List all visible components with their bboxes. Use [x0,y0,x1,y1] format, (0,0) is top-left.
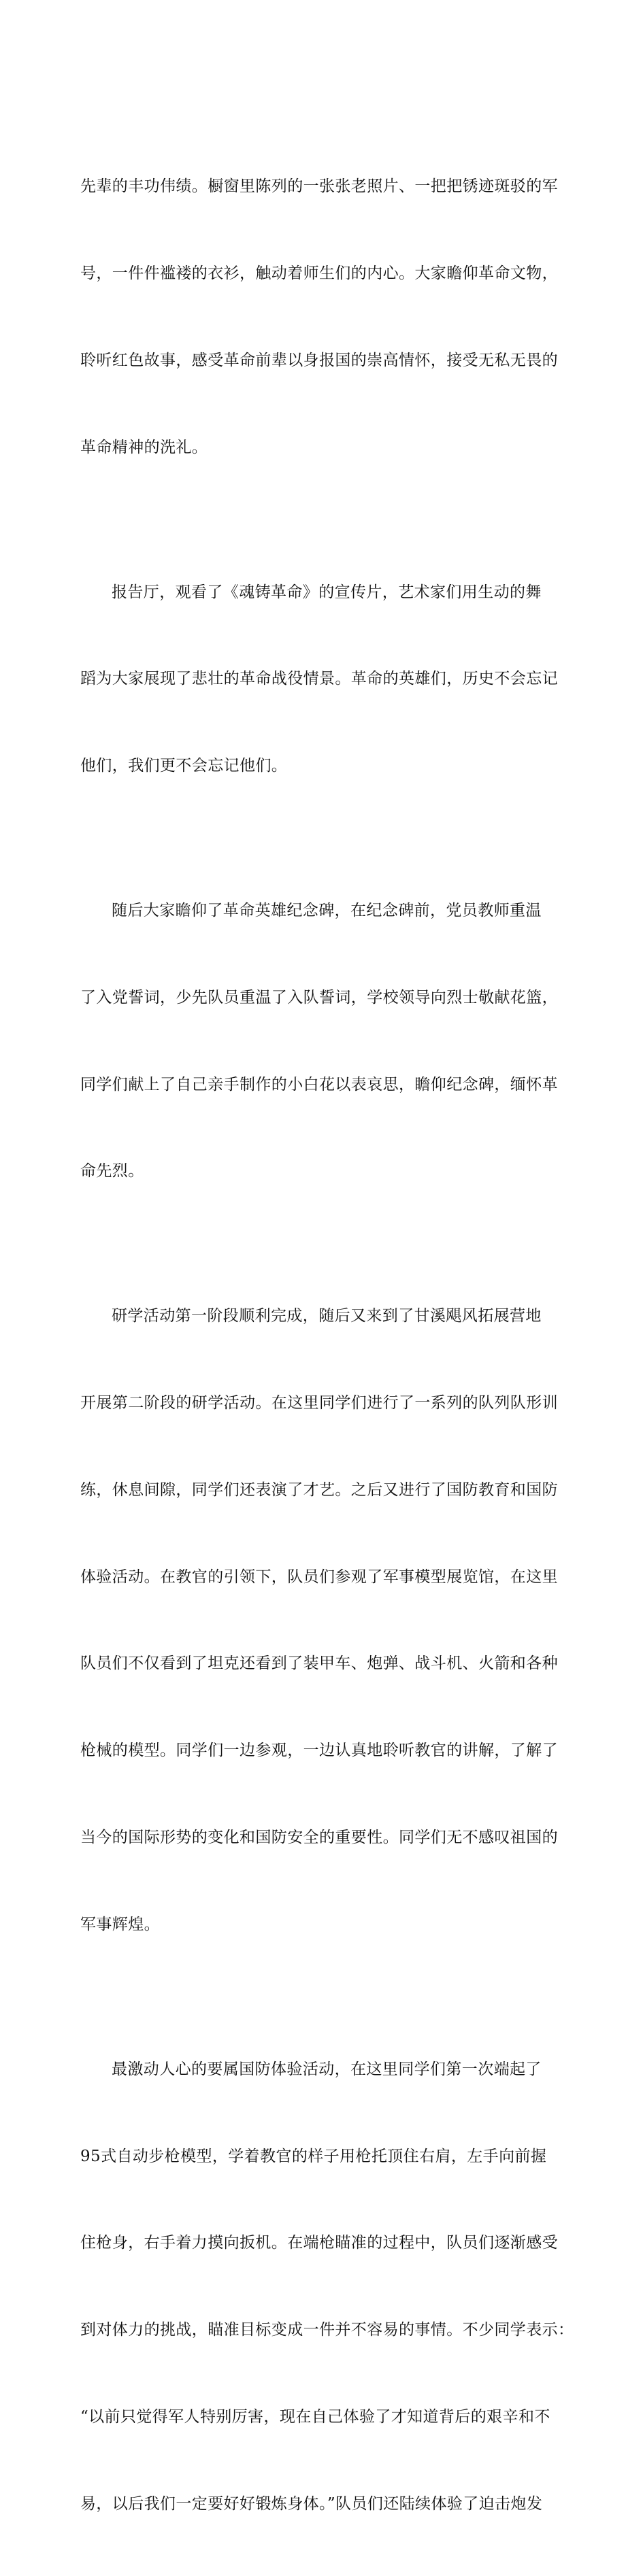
text-line: 住枪身，右手着力摸向扳机。在端枪瞄准的过程中，队员们逐渐感受 [80,2234,558,2252]
text-line: 当今的国际形势的变化和国防安全的重要性。同学们无不感叹祖国的 [80,1829,558,1847]
text-line: 研学活动第一阶段顺利完成，随后又来到了甘溪飓风拓展营地 [112,1307,542,1325]
text-line: 95式自动步枪模型，学着教官的样子用枪托顶住右肩，左手向前握 [80,2147,547,2165]
text-line: 革命精神的洗礼。 [80,438,208,456]
text-line: 队员们不仅看到了坦克还看到了装甲车、炮弹、战斗机、火箭和各种 [80,1655,558,1673]
text-line: 枪械的模型。同学们一边参观，一边认真地聆听教官的讲解，了解了 [80,1742,558,1760]
text-line: 军事辉煌。 [80,1915,160,1933]
text-line: 最激动人心的要属国防体验活动，在这里同学们第一次端起了 [112,2060,542,2078]
text-line: 聆听红色故事，感受革命前辈以身报国的崇高情怀，接受无私无畏的 [80,351,558,369]
paragraph-1 [80,114,558,520]
text-line: 开展第二阶段的研学活动。在这里同学们进行了一系列的队列队形训 [80,1394,558,1412]
text-line: 练，休息间隙，同学们还表演了才艺。之后又进行了国防教育和国防 [80,1480,558,1499]
document-body [80,114,574,2576]
text-line: 了入党誓词，少先队员重温了入队誓词，学校领导向烈士敬献花篮， [80,988,558,1006]
text-line: 同学们献上了自己亲手制作的小白花以表哀思，瞻仰纪念碑，缅怀革 [80,1075,558,1094]
text-line: 蹈为大家展现了悲壮的革命战役情景。革命的英雄们，历史不会忘记 [80,670,558,688]
paragraph-5 [80,1997,574,2576]
text-line: 随后大家瞻仰了革命英雄纪念碑，在纪念碑前，党员教师重温 [112,902,542,920]
text-line: 命先烈。 [80,1162,144,1181]
paragraph-4 [80,1244,558,1997]
text-line: 他们，我们更不会忘记他们。 [80,757,288,775]
text-line: 号，一件件褴褛的衣衫，触动着师生们的内心。大家瞻仰革命文物， [80,264,558,282]
paragraph-3 [80,838,558,1244]
text-line: 易，以后我们一定要好好锻炼身体。”队员们还陆续体验了迫击炮发 [80,2494,543,2513]
text-line: 到对体力的挑战，瞄准目标变成一件并不容易的事情。不少同学表示： [80,2321,574,2339]
text-line: 体验活动。在教官的引领下，队员们参观了军事模型展览馆，在这里 [80,1567,558,1586]
text-line: 先辈的丰功伟绩。橱窗里陈列的一张张老照片、一把把锈迹斑驳的军 [80,177,558,196]
text-line: “以前只觉得军人特别厉害，现在自己体验了才知道背后的艰辛和不 [80,2407,550,2426]
paragraph-2 [80,520,558,838]
text-line: 报告厅，观看了《魂铸革命》的宣传片，艺术家们用生动的舞 [112,583,542,601]
